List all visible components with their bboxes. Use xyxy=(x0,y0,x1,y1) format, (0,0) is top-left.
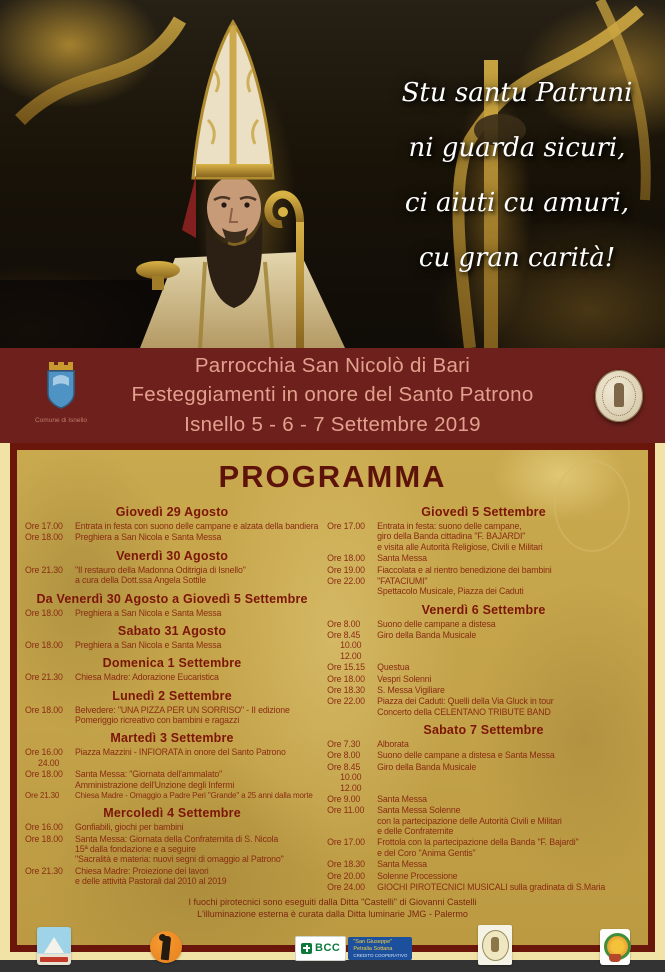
time-label: Ore 24.00 xyxy=(327,881,365,892)
program-row xyxy=(21,866,323,887)
time-label: Ore 18.00 xyxy=(25,704,63,715)
sponsor-logo-round-face xyxy=(600,929,630,965)
event-description: Chiesa Madre - Omaggio a Padre Peri "Grande" a 25 anni dalla morte xyxy=(75,790,313,800)
event-description: Alborata xyxy=(377,739,409,749)
program-row xyxy=(323,750,644,760)
program-row xyxy=(323,859,644,869)
time-label: Ore 19.00 xyxy=(327,564,365,575)
program-row xyxy=(21,565,323,586)
time-label: Ore 18.00 xyxy=(25,769,63,780)
program-row xyxy=(323,630,644,661)
quote-line: ci aiuti cu amuri, xyxy=(404,188,630,218)
time-label: Ore 21.30 xyxy=(25,865,63,876)
program-row xyxy=(323,739,644,749)
event-description: "FATACIUMI" Spettacolo Musicale, Piazza dei Caduti xyxy=(377,575,524,597)
day-header: Da Venerdì 30 Agosto a Giovedì 5 Settembre xyxy=(36,591,308,606)
quote-line: cu gran carità! xyxy=(418,243,616,273)
sponsor-logo-seal xyxy=(478,925,512,965)
event-description: Suono delle campane a distesa xyxy=(377,618,496,629)
program-row xyxy=(323,662,644,672)
day-header: Venerdì 30 Agosto xyxy=(116,548,229,563)
time-label: Ore 9.00 xyxy=(327,793,361,804)
time-label: Ore 18.30 xyxy=(327,684,365,695)
program-row xyxy=(21,791,323,800)
event-description: Santa Messa xyxy=(377,859,427,870)
time-label: Ore 18.00 xyxy=(25,833,63,844)
event-description: Frottola con la partecipazione della Banda "F. Bajardi" e del Coro "Anima Gentis" xyxy=(377,837,579,858)
program-section xyxy=(0,443,665,960)
program-row xyxy=(323,762,644,793)
day-header: Sabato 31 Agosto xyxy=(117,623,227,638)
time-label: Ore 8.45 10.00 12.00 xyxy=(327,630,362,661)
program-row xyxy=(323,521,644,552)
event-description: Belvedere: "UNA PIZZA PER UN SORRISO" - II edizione Pomeriggio ricreativo con bambini e ragazzi xyxy=(75,704,290,725)
program-row xyxy=(323,576,644,597)
program-column-right xyxy=(323,499,644,893)
program-panel xyxy=(10,443,655,958)
time-label: Ore 21.30 xyxy=(25,672,63,683)
program-title: PROGRAMMA xyxy=(218,459,447,494)
crest-shield-icon xyxy=(43,360,79,410)
event-description: Santa Messa: Giornata della Confraternita di S. Nicola 15ª dalla fondazione e a seguire "Sacralità e materia: nuovi segni di omaggio al Patrono" xyxy=(75,833,284,865)
time-label: Ore 18.30 xyxy=(327,859,365,870)
time-label: Ore 20.00 xyxy=(327,870,365,881)
program-row xyxy=(21,705,323,726)
program-row xyxy=(21,532,323,542)
sponsor-logo-bcc xyxy=(295,936,412,961)
event-description: Preghiera a San Nicola e Santa Messa xyxy=(75,607,222,618)
lighting-credit: L'illuminazione esterna è curata dalla Ditta luminarie JMG - Palermo xyxy=(197,908,468,919)
time-label: Ore 18.00 xyxy=(25,607,63,618)
program-row xyxy=(21,769,323,790)
time-label: Ore 18.00 xyxy=(25,532,63,543)
event-dates: Isnello 5 - 6 - 7 Settembre 2019 xyxy=(184,412,481,436)
event-description: Suono delle campane a distesa e Santa Messa xyxy=(377,750,555,761)
program-row xyxy=(21,608,323,618)
time-label: Ore 17.00 xyxy=(327,521,365,531)
saint-photo xyxy=(0,0,665,348)
event-description: Chiesa Madre: Proiezione dei lavori e delle attività Pastorali dal 2010 al 2019 xyxy=(75,865,227,887)
program-row xyxy=(21,640,323,650)
program-row xyxy=(21,521,323,531)
event-description: Santa Messa xyxy=(377,553,427,564)
day-header: Venerdì 6 Settembre xyxy=(421,602,546,617)
event-description: Fiaccolata e al rientro benedizione dei bambini xyxy=(377,564,552,575)
time-label: Ore 8.00 xyxy=(327,618,361,629)
time-label: Ore 8.00 xyxy=(327,750,361,761)
event-description: Chiesa Madre: Adorazione Eucaristica xyxy=(75,672,219,683)
program-row xyxy=(323,696,644,717)
program-row xyxy=(323,837,644,858)
title-band xyxy=(0,348,665,443)
parish-name: Parrocchia San Nicolò di Bari xyxy=(194,353,471,377)
sponsor-logo-orange-figure xyxy=(150,931,182,963)
event-description: Preghiera a San Nicola e Santa Messa xyxy=(75,639,222,650)
event-description: Solenne Processione xyxy=(377,870,458,881)
event-description: Preghiera a San Nicola e Santa Messa xyxy=(75,532,222,543)
quote-line: Stu santu Patruni xyxy=(401,78,633,108)
time-label: Ore 11.00 xyxy=(327,805,365,816)
day-header: Martedì 3 Settembre xyxy=(110,731,234,746)
event-description: Giro della Banda Musicale xyxy=(377,630,477,640)
time-label: Ore 8.45 10.00 12.00 xyxy=(327,761,362,793)
event-description: Santa Messa xyxy=(377,793,427,804)
band-text xyxy=(131,347,533,445)
program-row xyxy=(21,747,323,768)
quote-line: ni guarda sicuri, xyxy=(408,133,626,163)
bcc-bank-badge xyxy=(295,936,346,961)
bcc-branch-badge xyxy=(348,937,412,960)
program-column-left xyxy=(21,499,323,893)
crest-caption: Comune di Isnello xyxy=(34,417,88,424)
event-description: "Il restauro della Madonna Oditrigia di Isnello" a cura della Dott.ssa Angela Sottile xyxy=(75,564,246,586)
day-header: Giovedì 5 Settembre xyxy=(421,505,546,519)
program-row xyxy=(323,794,644,804)
event-description: Entrata in festa: suono delle campane, giro della Banda cittadina "F. BAJARDI" e visita alle Autorità Religiose, Civili e Militari xyxy=(377,521,543,552)
event-description: Vespri Solenni xyxy=(377,673,432,684)
parish-seal-icon xyxy=(595,370,643,422)
program-row xyxy=(323,619,644,629)
fireworks-credit: I fuochi pirotecnici sono eseguiti dalla Ditta "Castelli" di Giovanni Castelli xyxy=(188,897,477,908)
event-description: Entrata in festa con suono delle campane e alzata della bandiera xyxy=(75,521,319,531)
program-row xyxy=(323,871,644,881)
day-header: Sabato 7 Settembre xyxy=(423,723,544,737)
bcc-branch-line3: CREDITO COOPERATIVO xyxy=(353,952,408,958)
program-columns xyxy=(17,499,648,893)
program-row xyxy=(323,674,644,684)
time-label: Ore 22.00 xyxy=(327,696,365,707)
day-header: Giovedì 29 Agosto xyxy=(115,505,229,519)
comune-crest-icon xyxy=(34,360,88,430)
time-label: Ore 21.30 xyxy=(25,790,60,800)
event-description: Gonfiabili, giochi per bambini xyxy=(75,822,184,833)
program-row xyxy=(323,882,644,892)
bcc-branch-line1: "San Giuseppe" xyxy=(353,938,393,945)
program-row xyxy=(323,565,644,575)
bcc-cross-icon xyxy=(301,943,312,954)
event-description: Piazza Mazzini - INFIORATA in onore del Santo Patrono xyxy=(75,747,286,758)
program-row xyxy=(21,672,323,682)
sponsor-logo-mountain xyxy=(37,927,71,965)
day-header: Lunedì 2 Settembre xyxy=(112,688,232,703)
time-label: Ore 15.15 xyxy=(327,662,365,673)
event-description: Giro della Banda Musicale xyxy=(377,761,477,772)
time-label: Ore 17.00 xyxy=(25,521,63,531)
time-label: Ore 22.00 xyxy=(327,575,365,586)
program-row xyxy=(323,553,644,563)
dialect-quote xyxy=(387,80,647,300)
event-title: Festeggiamenti in onore del Santo Patrono xyxy=(131,383,534,407)
event-description: Santa Messa: "Giornata dell'ammalato" Amministrazione dell'Unzione degli Infermi xyxy=(75,769,235,790)
time-label: Ore 17.00 xyxy=(327,837,365,848)
program-row xyxy=(21,834,323,865)
sponsor-logos xyxy=(17,922,648,972)
bcc-abbr: BCC xyxy=(315,942,341,955)
event-description: Questua xyxy=(377,662,410,673)
event-description: Piazza dei Caduti: Quelli della Via Gluck in tour Concerto della CELENTANO TRIBUTE BAND xyxy=(377,696,554,717)
event-description: Santa Messa Solenne con la partecipazione delle Autorità Civili e Militari e delle Confraternite xyxy=(377,805,562,836)
time-label: Ore 7.30 xyxy=(327,739,361,749)
day-header: Mercoledì 4 Settembre xyxy=(103,806,241,821)
program-row xyxy=(323,805,644,836)
event-description: GIOCHI PIROTECNICI MUSICALI sulla gradinata di S.Maria xyxy=(377,881,606,892)
time-label: Ore 16.00 xyxy=(25,822,63,833)
time-label: Ore 18.00 xyxy=(25,639,63,650)
day-header: Domenica 1 Settembre xyxy=(102,656,242,671)
time-label: Ore 21.30 xyxy=(25,564,63,575)
program-row xyxy=(323,685,644,695)
event-description: S. Messa Vigiliare xyxy=(377,684,445,695)
time-label: Ore 16.00 24.00 xyxy=(25,747,63,768)
bcc-branch-line2: Petralia Sottana xyxy=(353,945,393,952)
program-row xyxy=(21,822,323,832)
time-label: Ore 18.00 xyxy=(327,553,365,564)
time-label: Ore 18.00 xyxy=(327,673,365,684)
footer-note xyxy=(17,897,648,920)
